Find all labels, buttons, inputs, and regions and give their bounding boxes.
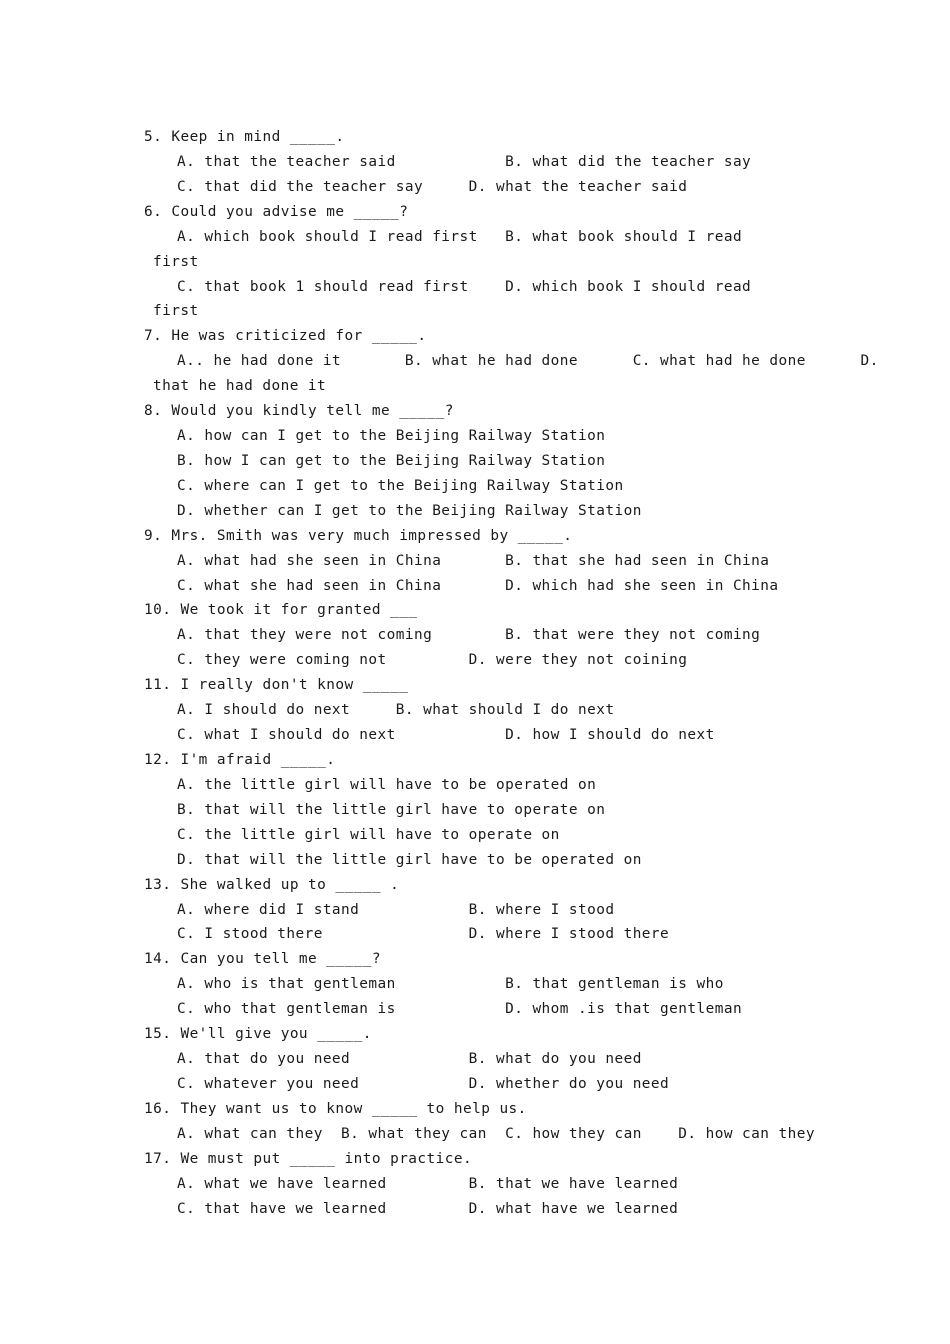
answer-options: A. who is that gentleman B. that gentleman is who [177, 976, 724, 993]
answer-options: C. who that gentleman is D. whom .is that gentleman [177, 1001, 743, 1018]
question-stem: 9. Mrs. Smith was very much impressed by _____. [144, 527, 573, 544]
question-stem: 6. Could you advise me _____? [144, 203, 409, 220]
answer-options: C. that did the teacher say D. what the teacher said [177, 178, 688, 195]
continuation-line: that he had done it [153, 378, 327, 395]
answer-options: A.. he had done it B. what he had done C. what had he done D. [177, 353, 879, 370]
question-stem: 12. I'm afraid _____. [144, 752, 336, 768]
answer-options: A. that the teacher said B. what did the teacher say [177, 153, 752, 170]
question-stem: 14. Can you tell me _____? [144, 951, 381, 968]
question-stem: 15. We'll give you _____. [144, 1026, 372, 1043]
answer-options: C. where can I get to the Beijing Railway Station [177, 477, 624, 494]
answer-options: C. the little girl will have to operate on [177, 826, 560, 843]
answer-options: A. how can I get to the Beijing Railway Station [177, 428, 606, 445]
answer-options: D. whether can I get to the Beijing Railway Station [177, 502, 642, 519]
answer-options: C. that have we learned D. what have we learned [177, 1200, 679, 1217]
question-stem: 11. I really don't know _____ [144, 677, 409, 694]
question-stem: 16. They want us to know _____ to help us. [144, 1100, 527, 1117]
answer-options: A. what we have learned B. that we have learned [177, 1175, 679, 1192]
answer-options: B. that will the little girl have to operate on [177, 801, 606, 818]
answer-options: A. I should do next B. what should I do next [177, 702, 615, 719]
continuation-line: first [153, 303, 199, 320]
answer-options: A. that they were not coming B. that were they not coming [177, 627, 761, 644]
question-stem: 13. She walked up to _____ . [144, 876, 400, 893]
question-stem: 5. Keep in mind _____. [144, 129, 345, 145]
answer-options: A. what had she seen in China B. that she had seen in China [177, 552, 770, 569]
answer-options: A. what can they B. what they can C. how they can D. how can they [177, 1125, 815, 1142]
answer-options: A. which book should I read first B. what book should I read [177, 228, 743, 245]
answer-options: A. where did I stand B. where I stood [177, 901, 615, 918]
question-stem: 10. We took it for granted ___ [144, 602, 418, 619]
question-stem: 8. Would you kindly tell me _____? [144, 403, 454, 420]
answer-options: C. I stood there D. where I stood there [177, 926, 670, 943]
answer-options: B. how I can get to the Beijing Railway Station [177, 452, 606, 469]
answer-options: C. they were coming not D. were they not coining [177, 652, 688, 669]
answer-options: C. what I should do next D. how I should do next [177, 727, 715, 744]
answer-options: C. that book 1 should read first D. which book I should read [177, 278, 752, 295]
question-stem: 7. He was criticized for _____. [144, 328, 427, 345]
continuation-line: first [153, 253, 199, 270]
answer-options: A. the little girl will have to be operated on [177, 776, 597, 793]
answer-options: A. that do you need B. what do you need [177, 1051, 642, 1068]
question-stem: 17. We must put _____ into practice. [144, 1150, 473, 1167]
answer-options: C. whatever you need D. whether do you need [177, 1075, 670, 1092]
answer-options: C. what she had seen in China D. which had she seen in China [177, 577, 779, 594]
answer-options: D. that will the little girl have to be operated on [177, 851, 642, 868]
